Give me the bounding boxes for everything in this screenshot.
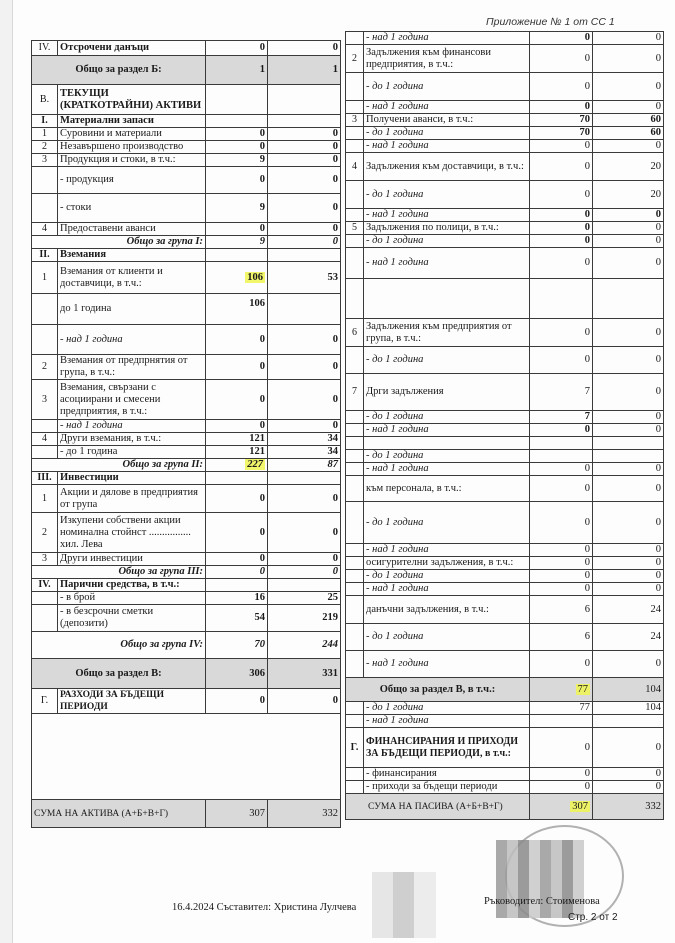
table-row: - до 1 година 0 0	[346, 502, 664, 544]
section-header-row: Г. РАЗХОДИ ЗА БЪДЕЩИ ПЕРИОДИ 0 0	[32, 689, 341, 714]
table-row: 3 Продукция и стоки, в т.ч.: 9 0	[32, 154, 341, 167]
table-row: - над 1 година 0 0	[346, 424, 664, 437]
table-row: - над 1 година 0 0	[346, 140, 664, 153]
table-row: - над 1 година 0 0	[346, 32, 664, 45]
highlighted-value: 106	[247, 271, 263, 283]
blank-row	[346, 437, 664, 450]
table-row: - финансирания 0 0	[346, 768, 664, 781]
footer-date-composer: 16.4.2024 Съставител: Христина Лулчева	[172, 902, 357, 913]
table-row: осигурителни задължения, в т.ч.: 0 0	[346, 557, 664, 570]
liabilities-table	[345, 31, 664, 820]
appendix-label: Приложение № 1 от СС 1	[486, 16, 615, 28]
redacted-signature	[372, 872, 436, 938]
table-row: - над 1 година 0 0	[346, 544, 664, 557]
table-row: 5 Задължения по полици, в т.ч.: 0 0	[346, 222, 664, 235]
table-row: - до 1 година	[346, 450, 664, 463]
table-row: - приходи за бъдещи периоди 0 0	[346, 781, 664, 794]
table-row: - до 1 година 6 24	[346, 624, 664, 651]
assets-table	[31, 40, 341, 828]
table-row: 4 Други вземания, в т.ч.: 121 34	[32, 433, 341, 446]
table-row: 2 Незавършено производство 0 0	[32, 141, 341, 154]
table-row: 1 Суровини и материали 0 0	[32, 128, 341, 141]
liabilities-total-row: СУМА НА ПАСИВА (А+Б+В+Г) 307 332	[346, 794, 664, 820]
table-row: 1 Вземания от клиенти и доставчици, в т.ч.: 106 53	[32, 262, 341, 294]
footer-manager: Ръководител: Стоименова	[484, 896, 600, 907]
table-row: - над 1 година 0 0	[346, 209, 664, 222]
blank-row	[346, 279, 664, 319]
table-row: до 1 година 106	[32, 294, 341, 325]
table-row: IV. Отсрочени данъци 0 0	[32, 41, 341, 56]
table-row: - до 1 година 121 34	[32, 446, 341, 459]
group-total-row: Общо за група II: 227 87	[32, 459, 341, 472]
table-row: 2 Задължения към финансови предприятия, в т.ч.: 0 0	[346, 45, 664, 73]
group-header-row: II. Вземания	[32, 249, 341, 262]
table-row: - над 1 година 0 0	[32, 420, 341, 433]
group-header-row: I. Материални запаси	[32, 115, 341, 128]
table-row: 6 Задължения към предприятия от група, в т.ч.: 0 0	[346, 319, 664, 347]
blank-row	[32, 714, 341, 800]
table-row: - до 1 година 0 0	[346, 235, 664, 248]
table-row: - над 1 година 0 0	[346, 101, 664, 114]
table-row: - над 1 година 0 0	[346, 248, 664, 279]
section-total-row: Общо за раздел Б: 1 1	[32, 56, 341, 85]
table-row: - до 1 година 0 0	[346, 347, 664, 374]
highlighted-value: 227	[247, 459, 263, 470]
table-row: - продукция 0 0	[32, 167, 341, 194]
assets-total-row: СУМА НА АКТИВА (А+Б+В+Г) 307 332	[32, 800, 341, 828]
table-row: - до 1 година 7 0	[346, 411, 664, 424]
section-total-row: Общо за раздел В, в т.ч.: 77 104	[346, 678, 664, 702]
table-row: данъчни задължения, в т.ч.: 6 24	[346, 596, 664, 624]
table-row: към персонала, в т.ч.: 0 0	[346, 476, 664, 502]
table-row: 2 Вземания от предпрнятия от група, в т.ч.: 0 0	[32, 355, 341, 380]
table-row: - над 1 година 0 0	[346, 583, 664, 596]
group-total-row: Общо за група III: 0 0	[32, 566, 341, 579]
table-row: 3 Други инвестиции 0 0	[32, 553, 341, 566]
table-row: 3 Получени аванси, в т.ч.: 70 60	[346, 114, 664, 127]
table-row: - в брой 16 25	[32, 592, 341, 605]
table-row: 4 Задължения към доставчици, в т.ч.: 0 20	[346, 153, 664, 181]
table-row: - над 1 година 0 0	[346, 463, 664, 476]
highlighted-value: 307	[572, 800, 588, 812]
table-row: - в безсрочни сметки (депозити) 54 219	[32, 605, 341, 632]
table-row: - до 1 година 0 20	[346, 181, 664, 209]
table-row: - до 1 година 77 104	[346, 702, 664, 715]
group-total-row: Общо за група IV: 70 244	[32, 632, 341, 659]
group-header-row: III. Инвестиции	[32, 472, 341, 485]
table-row: - до 1 година 0 0	[346, 73, 664, 101]
section-total-row: Общо за раздел В: 306 331	[32, 659, 341, 689]
table-row: - стоки 9 0	[32, 194, 341, 223]
section-header-row: Г. ФИНАНСИРАНИЯ И ПРИХОДИ ЗА БЪДЕЩИ ПЕРИОДИ, в т.ч.: 0 0	[346, 728, 664, 768]
table-row: - над 1 година 0 0	[32, 325, 341, 355]
table-row: - до 1 година 0 0	[346, 570, 664, 583]
page-number: Стр. 2 от 2	[568, 912, 618, 923]
row-label: Отсрочени данъци	[58, 41, 206, 56]
table-row: 2 Изкупени собствени акции номинална стойнст ................ хил. Лева 0 0	[32, 513, 341, 553]
table-row: 7 Дрги задължения 7 0	[346, 374, 664, 411]
table-row: 3 Вземания, свързани с асоциирани и смесени предприятия, в т.ч.: 0 0	[32, 380, 341, 420]
group-total-row: Общо за група I: 9 0	[32, 236, 341, 249]
highlighted-value: 77	[577, 683, 588, 695]
table-row: - до 1 година 70 60	[346, 127, 664, 140]
table-row: - над 1 година	[346, 715, 664, 728]
table-row: - над 1 година 0 0	[346, 651, 664, 678]
section-header-row: В. ТЕКУЩИ (КРАТКОТРАЙНИ) АКТИВИ	[32, 85, 341, 115]
page-edge	[0, 0, 13, 943]
table-row: 1 Акции и дялове в предприятия от група 0 0	[32, 485, 341, 513]
group-header-row: IV. Парични средства, в т.ч.:	[32, 579, 341, 592]
table-row: 4 Предоставени аванси 0 0	[32, 223, 341, 236]
